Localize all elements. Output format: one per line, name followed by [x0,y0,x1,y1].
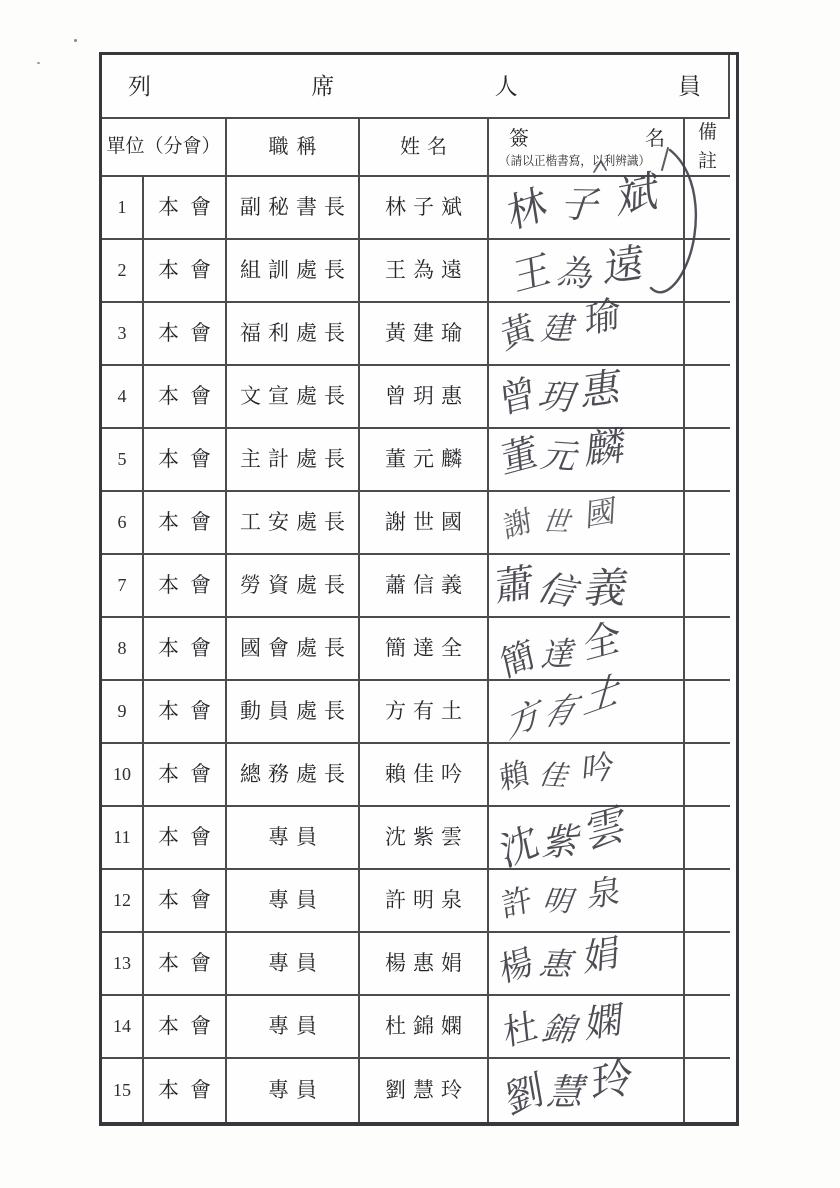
handwritten-signature: 劉慧玲 [502,1051,639,1125]
signature-cell [489,662,685,749]
name-cell: 林子斌 [360,177,489,240]
job-title-cell: 主計處長 [227,429,360,492]
name-cell: 杜錦嫻 [360,996,489,1059]
remark-cell [685,1059,730,1122]
remark-cell [685,807,730,870]
unit-cell: 本會 [144,807,227,870]
unit-cell: 本會 [144,429,227,492]
signature-cell [489,421,685,492]
signature-header-note: （請以正楷書寫，以利辨識） [499,154,651,168]
signature-cell [489,555,685,618]
remark-cell [685,429,730,492]
job-title-cell: 副秘書長 [227,177,360,240]
remark-cell [685,177,730,240]
row-number: 13 [102,933,144,996]
name-cell: 沈紫雲 [360,807,489,870]
job-title-cell: 組訓處長 [227,240,360,303]
signature-header-label: 簽名 [509,128,665,150]
job-title-cell: 國會處長 [227,618,360,681]
row-number: 3 [102,303,144,366]
remark-cell [685,303,730,366]
scan-speck [74,39,77,42]
job-title-cell: 專員 [227,870,360,933]
job-title-cell: 總務處長 [227,744,360,807]
name-cell: 楊惠娟 [360,933,489,996]
row-number: 10 [102,744,144,807]
remark-cell [685,996,730,1059]
remark-cell [685,933,730,996]
unit-cell: 本會 [144,1059,227,1122]
name-cell: 曾玥惠 [360,366,489,429]
remark-cell [685,240,730,303]
name-cell: 劉慧玲 [360,1059,489,1122]
column-header-name: 姓名 [360,119,489,177]
unit-cell: 本會 [144,933,227,996]
name-cell: 方有土 [360,681,489,744]
row-number: 15 [102,1059,144,1122]
handwritten-signature: 董元麟 [499,421,634,483]
handwritten-signature: 杜錦嫻 [501,996,633,1055]
remark-cell [685,618,730,681]
unit-cell: 本會 [144,240,227,303]
name-cell: 蕭信義 [360,555,489,618]
page-title: 列席人員 [102,55,730,119]
row-number: 2 [102,240,144,303]
job-title-cell: 動員處長 [227,681,360,744]
job-title-cell: 專員 [227,933,360,996]
row-number: 12 [102,870,144,933]
row-number: 11 [102,807,144,870]
row-number: 1 [102,177,144,240]
job-title-cell: 勞資處長 [227,555,360,618]
job-title-cell: 專員 [227,1059,360,1122]
row-number: 6 [102,492,144,555]
unit-cell: 本會 [144,555,227,618]
remark-cell [685,744,730,807]
unit-cell: 本會 [144,177,227,240]
handwritten-signature: 林子斌 [504,161,677,239]
unit-cell: 本會 [144,744,227,807]
signature-cell [489,236,685,303]
handwritten-signature: 王為遠 [511,236,655,300]
signature-cell [489,612,685,686]
unit-cell: 本會 [144,870,227,933]
handwritten-signature: 曾玥惠 [497,362,629,424]
remark-cell [685,492,730,555]
row-number: 4 [102,366,144,429]
signature-cell [489,929,685,996]
name-cell: 許明泉 [360,870,489,933]
job-title-cell: 福利處長 [227,303,360,366]
remark-cell [685,366,730,429]
unit-cell: 本會 [144,681,227,744]
unit-cell: 本會 [144,618,227,681]
name-cell: 董元麟 [360,429,489,492]
handwritten-signature: 謝世國 [501,489,631,545]
unit-cell: 本會 [144,303,227,366]
scan-speck [37,62,40,64]
unit-cell: 本會 [144,492,227,555]
handwritten-signature: 楊惠娟 [497,929,631,992]
handwritten-signature: 簡達全 [497,612,630,686]
attendance-table [99,52,739,1126]
name-cell: 黃建瑜 [360,303,489,366]
handwritten-signature: 沈紫雲 [496,797,633,877]
remark-cell [685,870,730,933]
remark-header-label: 備註 [697,121,717,172]
signature-cell [489,797,685,877]
signature-cell [489,1051,685,1125]
job-title-cell: 專員 [227,807,360,870]
remark-cell [685,555,730,618]
handwritten-signature: 黃建瑜 [497,289,630,359]
job-title-cell: 工安處長 [227,492,360,555]
column-header-job-title: 職稱 [227,119,360,177]
signature-cell [489,996,685,1059]
row-number: 14 [102,996,144,1059]
row-number: 8 [102,618,144,681]
unit-cell: 本會 [144,366,227,429]
handwritten-signature: 蕭信義 [494,559,641,616]
column-header-unit: 單位（分會） [102,119,227,177]
name-cell: 賴佳吟 [360,744,489,807]
signature-cell [489,362,685,429]
handwritten-signature: 許明泉 [499,868,636,926]
signature-cell [489,870,685,933]
signature-cell [489,489,685,555]
row-number: 5 [102,429,144,492]
name-cell: 簡達全 [360,618,489,681]
row-number: 9 [102,681,144,744]
row-number: 7 [102,555,144,618]
unit-cell: 本會 [144,996,227,1059]
handwritten-signature: 方有土 [506,662,635,749]
job-title-cell: 專員 [227,996,360,1059]
name-cell: 王為遠 [360,240,489,303]
signature-cell [489,744,685,807]
job-title-cell: 文宣處長 [227,366,360,429]
remark-cell [685,681,730,744]
signature-cell [489,289,685,366]
name-cell: 謝世國 [360,492,489,555]
handwritten-signature: 賴佳吟 [497,745,629,798]
column-header-remark [685,119,730,177]
